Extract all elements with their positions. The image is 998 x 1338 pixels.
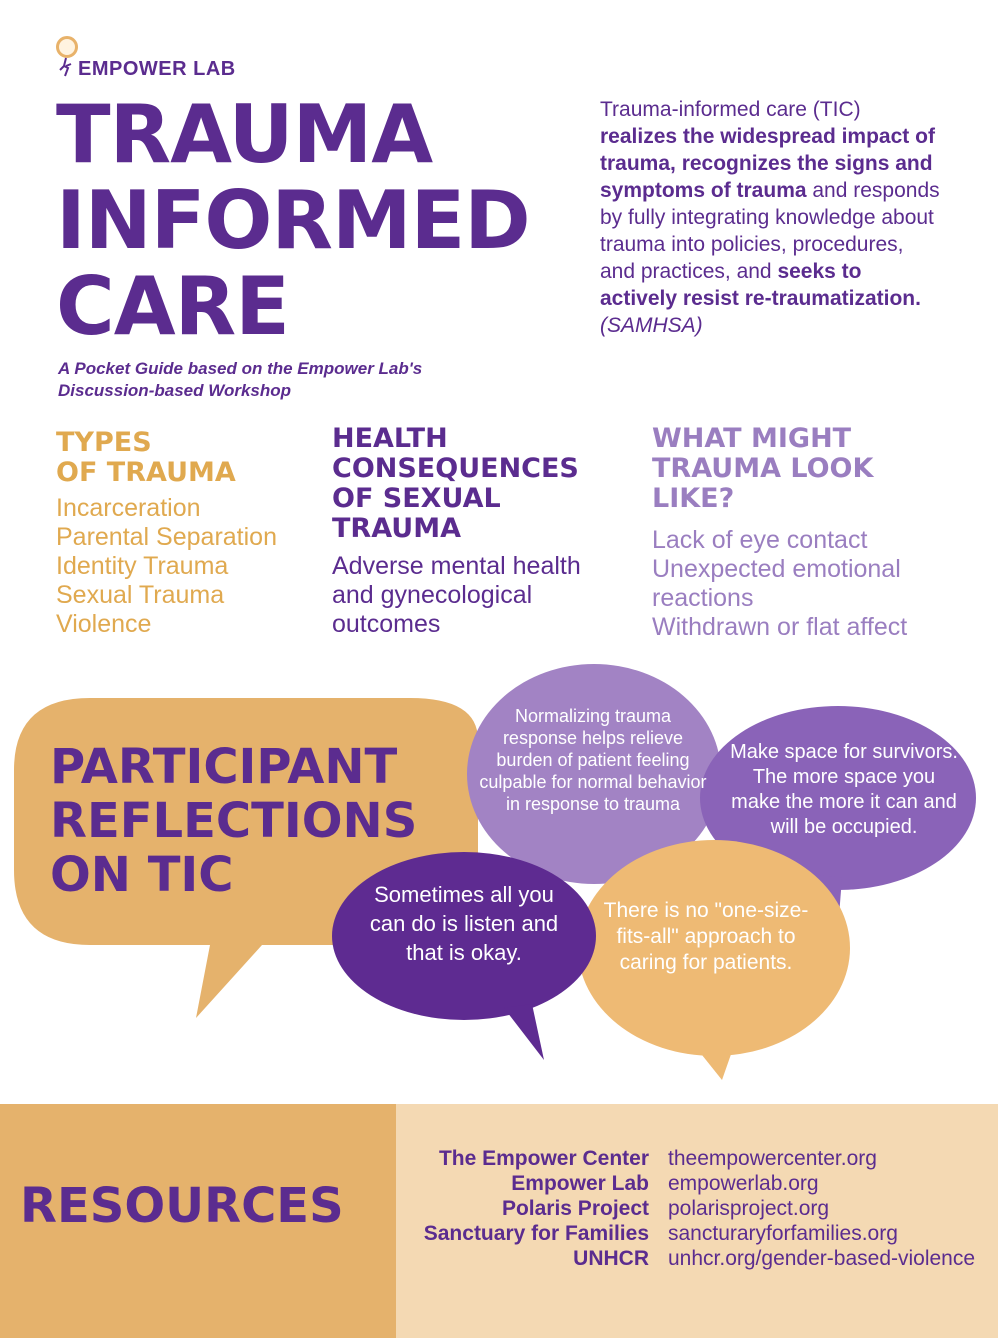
quote-one-size: There is no "one-size-fits-all" approach to caring for patients. [603, 899, 809, 974]
heading-line: WHAT MIGHT [652, 423, 852, 454]
heading-line: HEALTH [332, 423, 448, 454]
brand-name: EMPOWER LAB [78, 58, 236, 80]
text-line: outcomes [332, 610, 441, 638]
list-item: reactions [652, 584, 754, 612]
heading-line: OF TRAUMA [56, 457, 236, 488]
resource-link[interactable]: empowerlab.org [668, 1172, 819, 1195]
list-item: Sexual Trauma [56, 581, 225, 609]
resources-links [668, 1146, 998, 1271]
list-item: Lack of eye contact [652, 526, 868, 554]
quote-listen: Sometimes all you can do is listen and that is okay. [369, 882, 559, 965]
text-line: Adverse mental health [332, 552, 581, 580]
resource-name: Polaris Project [501, 1197, 649, 1220]
resource-name: Empower Lab [511, 1172, 649, 1195]
definition-mid: and responds by fully integrating knowledge about trauma into policies, procedures, and practices, and [600, 179, 940, 283]
resource-link[interactable]: unhcr.org/gender-based-violence [668, 1247, 976, 1270]
heading-line: LIKE? [652, 483, 735, 514]
heading-line: TRAUMA [332, 513, 461, 544]
resource-name: UNHCR [573, 1247, 649, 1270]
resource-link[interactable]: polarisproject.org [668, 1197, 830, 1220]
quote-bubble-tail [690, 1040, 736, 1080]
heading-line: ON TIC [50, 847, 234, 903]
list-item: Identity Trauma [56, 552, 229, 580]
heading-line: REFLECTIONS [50, 793, 418, 849]
heading-line: OF SEXUAL [332, 483, 501, 514]
resource-name: The Empower Center [438, 1147, 649, 1170]
heading-line: TRAUMA LOOK [652, 453, 874, 484]
definition-bold-1: realizes the widespread impact of trauma, recognizes the signs and symptoms of trauma [600, 125, 935, 202]
quote-normalizing: Normalizing trauma response helps relieve burden of patient feeling culpable for normal behavior in response to trauma [479, 706, 707, 814]
reflections-heading [50, 740, 470, 902]
heading-line: TYPES [56, 427, 152, 458]
heading-line: PARTICIPANT [50, 739, 398, 795]
definition-intro: Trauma-informed care (TIC) [600, 98, 861, 121]
definition-bold-2: seeks to actively resist re-traumatization. [600, 260, 921, 310]
list-item: Withdrawn or flat affect [652, 613, 908, 641]
list-item: Violence [56, 610, 152, 638]
list-item: Unexpected emotional [652, 555, 901, 583]
heading-line: CONSEQUENCES [332, 453, 579, 484]
quote-make-space: Make space for survivors. The more space you make the more it can and will be occupied. [730, 741, 958, 838]
list-item: Parental Separation [56, 523, 277, 551]
subtitle-line: Discussion-based Workshop [58, 381, 292, 400]
quote-bubble-tail [504, 1004, 544, 1060]
resources-heading: RESOURCES [20, 1178, 344, 1234]
title-line: CARE [56, 260, 289, 353]
resources-names [398, 1146, 649, 1271]
title-line: TRAUMA [56, 88, 433, 181]
list-item: Incarceration [56, 494, 201, 522]
resource-link[interactable]: sancturaryforfamilies.org [668, 1222, 898, 1245]
subtitle-line: A Pocket Guide based on the Empower Lab's [58, 359, 423, 378]
definition-source: (SAMHSA) [600, 314, 703, 337]
resource-name: Sanctuary for Families [423, 1222, 649, 1245]
resource-link[interactable]: theempowercenter.org [668, 1147, 877, 1170]
text-line: and gynecological [332, 581, 533, 609]
title-line: INFORMED [56, 174, 530, 267]
